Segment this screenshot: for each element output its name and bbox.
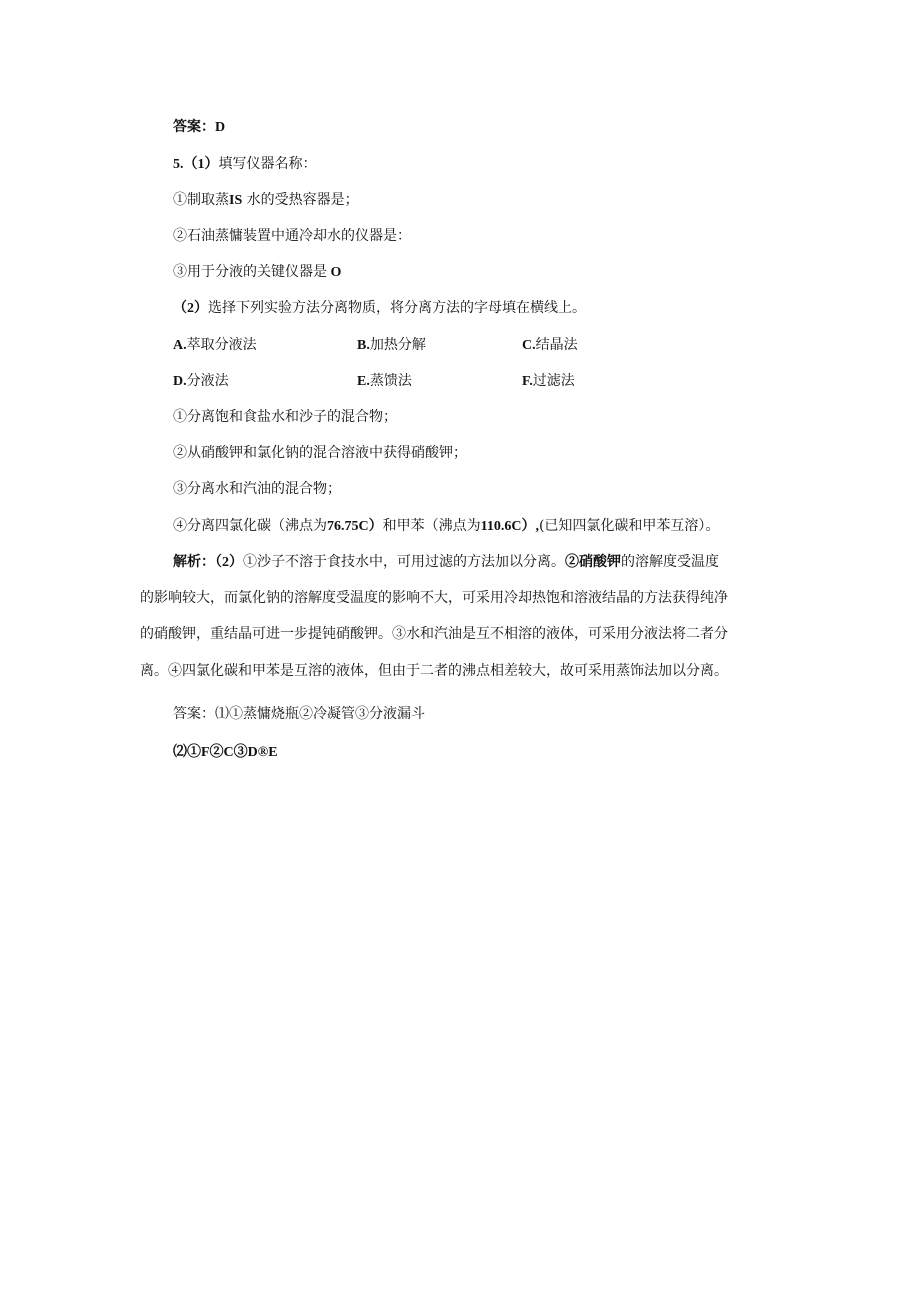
part-1-tag: （1）: [183, 157, 219, 172]
sub-4-part-e: (已知四氯化碳和甲苯互溶）。: [538, 518, 720, 534]
final-answer-line-1: 答案：⑴①蒸慵烧瓶②冷凝管③分液漏斗: [173, 706, 425, 722]
option-letter: B.: [357, 338, 370, 353]
question-number: 5.: [173, 157, 184, 172]
option-text: 萃取分液法: [186, 337, 257, 353]
sub-4-part-a: ④分离四氯化碳（沸点为: [173, 518, 327, 534]
item-1-bold: IS: [229, 193, 243, 208]
option-text: 过滤法: [532, 373, 575, 389]
option-f: [522, 371, 575, 392]
item-1-prefix: ①制取蒸: [173, 192, 229, 208]
question-5-part-2-heading: [173, 298, 586, 319]
option-letter: A.: [173, 338, 187, 353]
previous-answer: [173, 117, 225, 138]
answer-label: 答案：: [173, 120, 215, 135]
item-1-suffix: 水的受热容器是；: [242, 192, 359, 208]
option-letter: F.: [522, 374, 533, 389]
answer-value: D: [215, 120, 226, 135]
option-text: 蒸馈法: [369, 373, 412, 389]
option-d: [173, 371, 229, 392]
part-1-text: 填写仪器名称：: [218, 156, 317, 172]
analysis-line-1: [173, 552, 719, 573]
part-2-text: 选择下列实验方法分离物质，将分离方法的字母填在横线上。: [208, 300, 586, 316]
sub-4-part-c: 和甲苯（沸点为: [382, 518, 481, 534]
analysis-line-2: 的影响较大，而氯化钠的溶解度受温度的影响不大，可采用冷却热饱和溶液结晶的方法获得纯净: [140, 590, 728, 606]
question-item-2: ②石油蒸慵装置中通冷却水的仪器是：: [173, 228, 411, 244]
option-text: 结晶法: [535, 337, 578, 353]
part-2-tag: （2）: [173, 301, 208, 316]
option-text: 分液法: [186, 373, 229, 389]
sub-4-boiling-point-1: 76.75C）: [327, 519, 383, 534]
question-item-3: [173, 262, 341, 283]
final-answer-line-2: ⑵①F②C③D®E: [173, 745, 278, 760]
question-5-part-1-heading: [173, 154, 317, 175]
option-letter: E.: [357, 374, 370, 389]
sub-question-3: ③分离水和汽油的混合物；: [173, 481, 341, 497]
option-c: [522, 335, 578, 356]
analysis-bold-term: ②硝酸钾: [565, 555, 621, 570]
sub-question-4: [173, 516, 719, 537]
option-text: 加热分解: [369, 337, 426, 353]
option-letter: C.: [522, 338, 536, 353]
sub-4-boiling-point-2: 110.6C）,: [480, 519, 539, 534]
analysis-line-4: 离。④四氯化碳和甲苯是互溶的液体，但由于二者的沸点相差较大，故可采用蒸饰法加以分离。: [140, 663, 728, 679]
sub-question-1: ①分离饱和食盐水和沙子的混合物；: [173, 409, 397, 425]
option-b: [357, 335, 426, 356]
option-letter: D.: [173, 374, 187, 389]
analysis-part-tag: （2）: [215, 555, 243, 570]
item-3-prefix: ③用于分液的关键仪器是: [173, 264, 327, 280]
analysis-text-c: 的溶解度受温度: [621, 554, 719, 570]
analysis-text-a: ①沙子不溶于食技水中，可用过滤的方法加以分离。: [243, 554, 565, 570]
analysis-line-3: 的硝酸钾，重结晶可进一步提钝硝酸钾。③水和汽油是互不相溶的液体，可采用分液法将二者分: [140, 626, 728, 642]
option-a: [173, 335, 257, 356]
item-3-bold: O: [327, 265, 342, 280]
analysis-label: 解析：: [173, 555, 215, 570]
question-item-1: [173, 190, 359, 211]
option-e: [357, 371, 412, 392]
sub-question-2: ②从硝酸钾和氯化钠的混合溶液中获得硝酸钾；: [173, 445, 467, 461]
